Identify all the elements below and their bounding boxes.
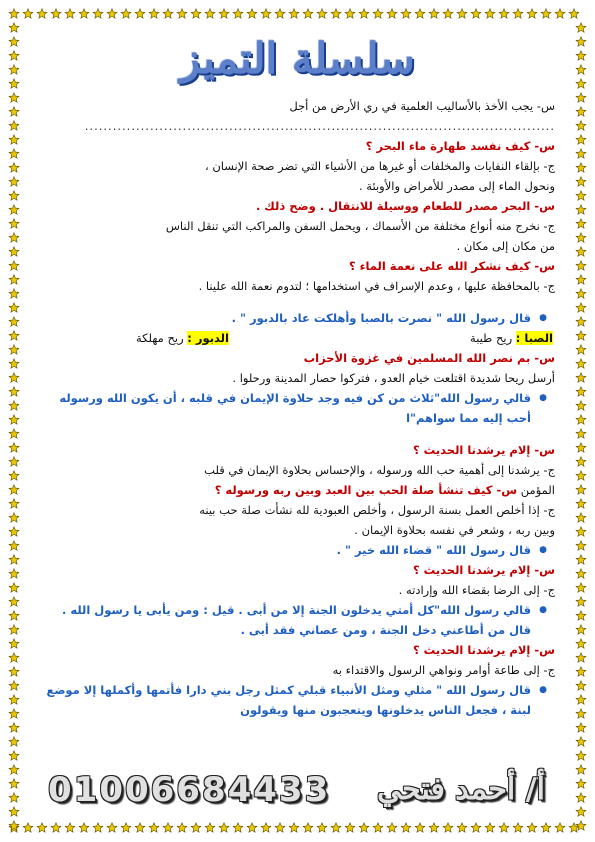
border-star-icon bbox=[51, 9, 61, 18]
border-star-icon bbox=[345, 823, 355, 832]
border-star-icon bbox=[9, 667, 19, 676]
border-star-icon bbox=[576, 653, 586, 662]
border-star-icon bbox=[9, 289, 19, 298]
border-star-icon bbox=[9, 793, 19, 802]
border-star-icon bbox=[471, 9, 481, 18]
border-star-icon bbox=[527, 823, 537, 832]
border-star-icon bbox=[387, 9, 397, 18]
border-star-icon bbox=[275, 9, 285, 18]
border-star-icon bbox=[576, 401, 586, 410]
border-star-icon bbox=[37, 9, 47, 18]
border-star-icon bbox=[9, 247, 19, 256]
border-star-icon bbox=[9, 471, 19, 480]
border-star-icon bbox=[9, 219, 19, 228]
border-star-icon bbox=[576, 639, 586, 648]
border-star-icon bbox=[576, 331, 586, 340]
border-star-icon bbox=[331, 9, 341, 18]
border-star-icon bbox=[541, 9, 551, 18]
border-star-icon bbox=[261, 9, 271, 18]
border-star-icon bbox=[569, 823, 579, 832]
border-star-icon bbox=[9, 541, 19, 550]
question: س- كيف نشكر الله على نعمة الماء ؟ bbox=[348, 259, 555, 273]
author-name: أ/ أحمد فتحي bbox=[377, 772, 545, 807]
border-star-icon bbox=[576, 583, 586, 592]
border-star-icon bbox=[576, 765, 586, 774]
border-star-icon bbox=[23, 9, 33, 18]
border-star-icon bbox=[9, 485, 19, 494]
border-star-icon bbox=[9, 611, 19, 620]
border-star-icon bbox=[415, 823, 425, 832]
border-star-icon bbox=[9, 65, 19, 74]
hadith: ● قالي رسول الله"ثلاث من كن فيه وجد حلاوة الإيمان في قلبه ، أن يكون الله ورسوله أحب إليه مما سواهم"ا bbox=[40, 388, 547, 428]
border-star-icon bbox=[9, 401, 19, 410]
border-star-icon bbox=[9, 275, 19, 284]
border-star-icon bbox=[177, 9, 187, 18]
definition-saba bbox=[470, 328, 553, 348]
question: س- كيف تنشأ صلة الحب بين العبد وبين ربه ورسوله ؟ bbox=[214, 483, 518, 497]
border-star-icon bbox=[576, 289, 586, 298]
border-star-icon bbox=[576, 163, 586, 172]
border-star-icon bbox=[576, 513, 586, 522]
border-star-icon bbox=[37, 823, 47, 832]
border-star-icon bbox=[576, 177, 586, 186]
border-star-icon bbox=[9, 709, 19, 718]
border-star-icon bbox=[135, 9, 145, 18]
border-star-icon bbox=[576, 191, 586, 200]
border-star-icon bbox=[569, 9, 579, 18]
border-star-icon bbox=[9, 163, 19, 172]
border-star-icon bbox=[576, 79, 586, 88]
border-star-icon bbox=[576, 275, 586, 284]
border-star-icon bbox=[373, 823, 383, 832]
hadith: ● قال رسول الله " مثلي ومثل الأنبياء قبلي كمثل رجل بني دارا فأتمها وأكملها إلا موضع لبنة ، فجعل الناس يدخلونها ويتعجبون منها ويقولون bbox=[40, 680, 547, 720]
border-star-icon bbox=[576, 485, 586, 494]
border-star-icon bbox=[576, 555, 586, 564]
border-star-icon bbox=[9, 37, 19, 46]
border-star-icon bbox=[9, 135, 19, 144]
definitions-row bbox=[40, 328, 553, 348]
border-star-icon bbox=[9, 429, 19, 438]
question: س- بم نصر الله المسلمين في غزوة الأحزاب bbox=[303, 351, 555, 365]
border-star-icon bbox=[513, 9, 523, 18]
question: س- إلام يرشدنا الحديث ؟ bbox=[412, 643, 555, 657]
border-star-icon bbox=[555, 823, 565, 832]
answer: ج- إذا أخلص العمل بسنة الرسول ، وأخلص العبودية لله نشأت صلة حب بينه bbox=[199, 503, 555, 517]
border-star-icon bbox=[576, 709, 586, 718]
paragraph: س- يجب الأخذ بالأساليب العلمية في ري الأرض من أجل bbox=[289, 99, 555, 113]
hadith: ● قال رسول الله " قضاء الله خير " . bbox=[40, 540, 547, 560]
border-star-icon bbox=[443, 9, 453, 18]
border-star-icon bbox=[177, 823, 187, 832]
border-star-icon bbox=[9, 387, 19, 396]
border-star-icon bbox=[205, 9, 215, 18]
border-star-icon bbox=[331, 823, 341, 832]
border-star-icon bbox=[576, 359, 586, 368]
question: س- كيف نفسد طهارة ماء البحر ؟ bbox=[365, 139, 555, 153]
border-star-icon bbox=[576, 751, 586, 760]
border-star-icon bbox=[576, 135, 586, 144]
hadith: ● قال رسول الله " نصرت بالصبا وأهلكت عاد بالدبور " . bbox=[40, 308, 547, 328]
border-star-icon bbox=[576, 471, 586, 480]
border-star-icon bbox=[9, 625, 19, 634]
border-star-icon bbox=[429, 823, 439, 832]
border-star-icon bbox=[576, 737, 586, 746]
border-star-icon bbox=[9, 737, 19, 746]
border-star-icon bbox=[576, 219, 586, 228]
border-star-icon bbox=[9, 107, 19, 116]
border-star-icon bbox=[576, 261, 586, 270]
answer: ج- بالمحافظة عليها ، وعدم الإسراف في استخدامها ؛ لتدوم نعمة الله علينا . bbox=[198, 279, 555, 293]
border-star-icon bbox=[576, 415, 586, 424]
border-star-icon bbox=[9, 93, 19, 102]
border-star-icon bbox=[107, 9, 117, 18]
answer: من مكان إلى مكان . bbox=[456, 239, 555, 253]
document-body bbox=[40, 96, 555, 720]
border-star-icon bbox=[499, 823, 509, 832]
border-star-icon bbox=[576, 443, 586, 452]
border-star-icon bbox=[191, 823, 201, 832]
border-star-icon bbox=[289, 9, 299, 18]
border-star-icon bbox=[485, 9, 495, 18]
border-star-icon bbox=[576, 205, 586, 214]
footer bbox=[42, 770, 553, 810]
page-title: سلسلة التميز bbox=[180, 34, 415, 83]
answer: ونحول الماء إلى مصدر للأمراض والأوبئة . bbox=[359, 179, 555, 193]
border-star-icon bbox=[9, 9, 19, 18]
border-star-icon bbox=[576, 611, 586, 620]
page-content bbox=[40, 28, 555, 812]
border-star-icon bbox=[9, 149, 19, 158]
border-star-icon bbox=[576, 569, 586, 578]
border-star-icon bbox=[415, 9, 425, 18]
border-star-icon bbox=[576, 37, 586, 46]
border-star-icon bbox=[576, 541, 586, 550]
answer: ج- إلى الرضا بقضاء الله وإرادته . bbox=[398, 583, 555, 597]
question: س- البحر مصدر للطعام ووسيلة للانتقال . وضح ذلك . bbox=[255, 199, 555, 213]
border-star-icon bbox=[576, 807, 586, 816]
border-star-icon bbox=[9, 779, 19, 788]
border-star-icon bbox=[576, 681, 586, 690]
border-star-icon bbox=[303, 9, 313, 18]
border-star-icon bbox=[457, 9, 467, 18]
term-saba: الصبا : bbox=[515, 331, 553, 345]
border-star-icon bbox=[149, 9, 159, 18]
border-star-icon bbox=[576, 597, 586, 606]
border-star-icon bbox=[51, 823, 61, 832]
border-star-icon bbox=[9, 723, 19, 732]
border-star-icon bbox=[9, 639, 19, 648]
border-star-icon bbox=[471, 823, 481, 832]
border-star-icon bbox=[9, 359, 19, 368]
border-star-icon bbox=[9, 177, 19, 186]
border-star-icon bbox=[9, 653, 19, 662]
border-star-icon bbox=[576, 723, 586, 732]
border-star-icon bbox=[576, 821, 586, 830]
border-star-icon bbox=[9, 233, 19, 242]
border-star-icon bbox=[9, 457, 19, 466]
border-star-icon bbox=[121, 9, 131, 18]
hadith: ● قالي رسول الله"كل أمتي يدخلون الجنة إلا من أبى . قيل : ومن يأبى يا رسول الله . قال من أطاعني دخل الجنة ، ومن عصاني فقد أبى . bbox=[40, 600, 547, 640]
border-star-icon bbox=[555, 9, 565, 18]
border-star-icon bbox=[576, 387, 586, 396]
border-star-icon bbox=[9, 695, 19, 704]
answer: وبين ربه ، وشعر في نفسه بحلاوة الإيمان . bbox=[354, 523, 555, 537]
border-star-icon bbox=[359, 9, 369, 18]
border-star-icon bbox=[275, 823, 285, 832]
border-star-icon bbox=[9, 51, 19, 60]
border-star-icon bbox=[79, 9, 89, 18]
border-star-icon bbox=[233, 823, 243, 832]
border-star-icon bbox=[576, 373, 586, 382]
question: س- إلام يرشدنا الحديث ؟ bbox=[412, 443, 555, 457]
border-star-icon bbox=[163, 9, 173, 18]
border-star-icon bbox=[541, 823, 551, 832]
border-star-icon bbox=[9, 821, 19, 830]
border-star-icon bbox=[191, 9, 201, 18]
border-star-icon bbox=[576, 779, 586, 788]
border-star-icon bbox=[485, 823, 495, 832]
border-star-icon bbox=[457, 823, 467, 832]
border-star-icon bbox=[443, 823, 453, 832]
border-star-icon bbox=[219, 9, 229, 18]
border-star-icon bbox=[317, 823, 327, 832]
answer-with-question bbox=[40, 480, 555, 500]
border-star-icon bbox=[576, 233, 586, 242]
meaning-saba: ريح طيبة bbox=[470, 331, 513, 345]
border-star-icon bbox=[401, 823, 411, 832]
border-star-icon bbox=[79, 823, 89, 832]
border-star-icon bbox=[345, 9, 355, 18]
border-star-icon bbox=[149, 823, 159, 832]
border-star-icon bbox=[163, 823, 173, 832]
answer: ج- نخرج منه أنواع مختلفة من الأسماك ، ويحمل السفن والمراكب التي تنقل الناس bbox=[165, 219, 555, 233]
border-star-icon bbox=[65, 9, 75, 18]
border-star-icon bbox=[9, 331, 19, 340]
border-star-icon bbox=[9, 373, 19, 382]
phone-number: 01006684433 bbox=[48, 770, 331, 810]
border-star-icon bbox=[9, 317, 19, 326]
border-star-icon bbox=[576, 317, 586, 326]
border-star-icon bbox=[576, 51, 586, 60]
border-star-icon bbox=[219, 823, 229, 832]
border-star-icon bbox=[9, 597, 19, 606]
border-star-icon bbox=[9, 191, 19, 200]
answer: ج- يرشدنا إلى أهمية حب الله ورسوله ، والإحساس بحلاوة الإيمان في قلب bbox=[204, 463, 555, 477]
border-star-icon bbox=[9, 807, 19, 816]
border-star-icon bbox=[9, 79, 19, 88]
border-star-icon bbox=[576, 247, 586, 256]
border-star-icon bbox=[576, 667, 586, 676]
border-star-icon bbox=[429, 9, 439, 18]
border-star-icon bbox=[9, 527, 19, 536]
question: س- إلام يرشدنا الحديث ؟ bbox=[412, 563, 555, 577]
border-star-icon bbox=[9, 121, 19, 130]
term-dabour: الدبور : bbox=[187, 331, 229, 345]
border-star-icon bbox=[205, 823, 215, 832]
border-star-icon bbox=[317, 9, 327, 18]
answer: ج- بإلقاء النفايات والمخلفات أو غيرها من الأشياء التي تضر صحة الإنسان ، bbox=[204, 159, 555, 173]
border-star-icon bbox=[576, 149, 586, 158]
border-star-icon bbox=[93, 823, 103, 832]
border-star-icon bbox=[576, 499, 586, 508]
border-star-icon bbox=[9, 345, 19, 354]
border-star-icon bbox=[261, 823, 271, 832]
answer: ج- إلى طاعة أوامر ونواهي الرسول والاقتداء به bbox=[332, 663, 555, 677]
border-star-icon bbox=[107, 823, 117, 832]
border-star-icon bbox=[576, 107, 586, 116]
border-star-icon bbox=[576, 625, 586, 634]
border-star-icon bbox=[9, 23, 19, 32]
border-star-icon bbox=[9, 751, 19, 760]
border-star-icon bbox=[527, 9, 537, 18]
answer: المؤمن bbox=[517, 483, 555, 497]
border-star-icon bbox=[576, 93, 586, 102]
border-star-icon bbox=[9, 681, 19, 690]
border-star-icon bbox=[9, 823, 19, 832]
border-star-icon bbox=[9, 261, 19, 270]
border-star-icon bbox=[233, 9, 243, 18]
border-star-icon bbox=[513, 823, 523, 832]
border-star-icon bbox=[387, 823, 397, 832]
border-star-icon bbox=[9, 415, 19, 424]
border-star-icon bbox=[9, 513, 19, 522]
meaning-dabour: ريح مهلكة bbox=[136, 331, 184, 345]
border-star-icon bbox=[576, 429, 586, 438]
border-star-icon bbox=[576, 23, 586, 32]
border-star-icon bbox=[65, 823, 75, 832]
answer: أرسل ريحا شديدة اقتلعت خيام العدو ، فتركوا حصار المدينة ورحلوا . bbox=[232, 371, 555, 385]
border-star-icon bbox=[9, 205, 19, 214]
border-star-icon bbox=[23, 823, 33, 832]
border-star-icon bbox=[401, 9, 411, 18]
border-star-icon bbox=[576, 695, 586, 704]
border-star-icon bbox=[576, 345, 586, 354]
border-star-icon bbox=[499, 9, 509, 18]
border-star-icon bbox=[576, 527, 586, 536]
border-star-icon bbox=[359, 823, 369, 832]
definition-dabour bbox=[136, 328, 229, 348]
border-star-icon bbox=[121, 823, 131, 832]
border-star-icon bbox=[576, 303, 586, 312]
border-star-icon bbox=[9, 583, 19, 592]
border-star-icon bbox=[576, 121, 586, 130]
dotted-answer-line: ..................................................................................................... bbox=[84, 119, 555, 133]
border-star-icon bbox=[9, 303, 19, 312]
border-star-icon bbox=[576, 457, 586, 466]
border-star-icon bbox=[9, 499, 19, 508]
border-star-icon bbox=[9, 765, 19, 774]
border-star-icon bbox=[373, 9, 383, 18]
border-star-icon bbox=[135, 823, 145, 832]
border-star-icon bbox=[9, 569, 19, 578]
border-star-icon bbox=[576, 65, 586, 74]
border-star-icon bbox=[9, 555, 19, 564]
border-star-icon bbox=[247, 9, 257, 18]
border-star-icon bbox=[247, 823, 257, 832]
border-star-icon bbox=[93, 9, 103, 18]
border-star-icon bbox=[576, 793, 586, 802]
border-star-icon bbox=[9, 443, 19, 452]
border-star-icon bbox=[303, 823, 313, 832]
border-star-icon bbox=[289, 823, 299, 832]
